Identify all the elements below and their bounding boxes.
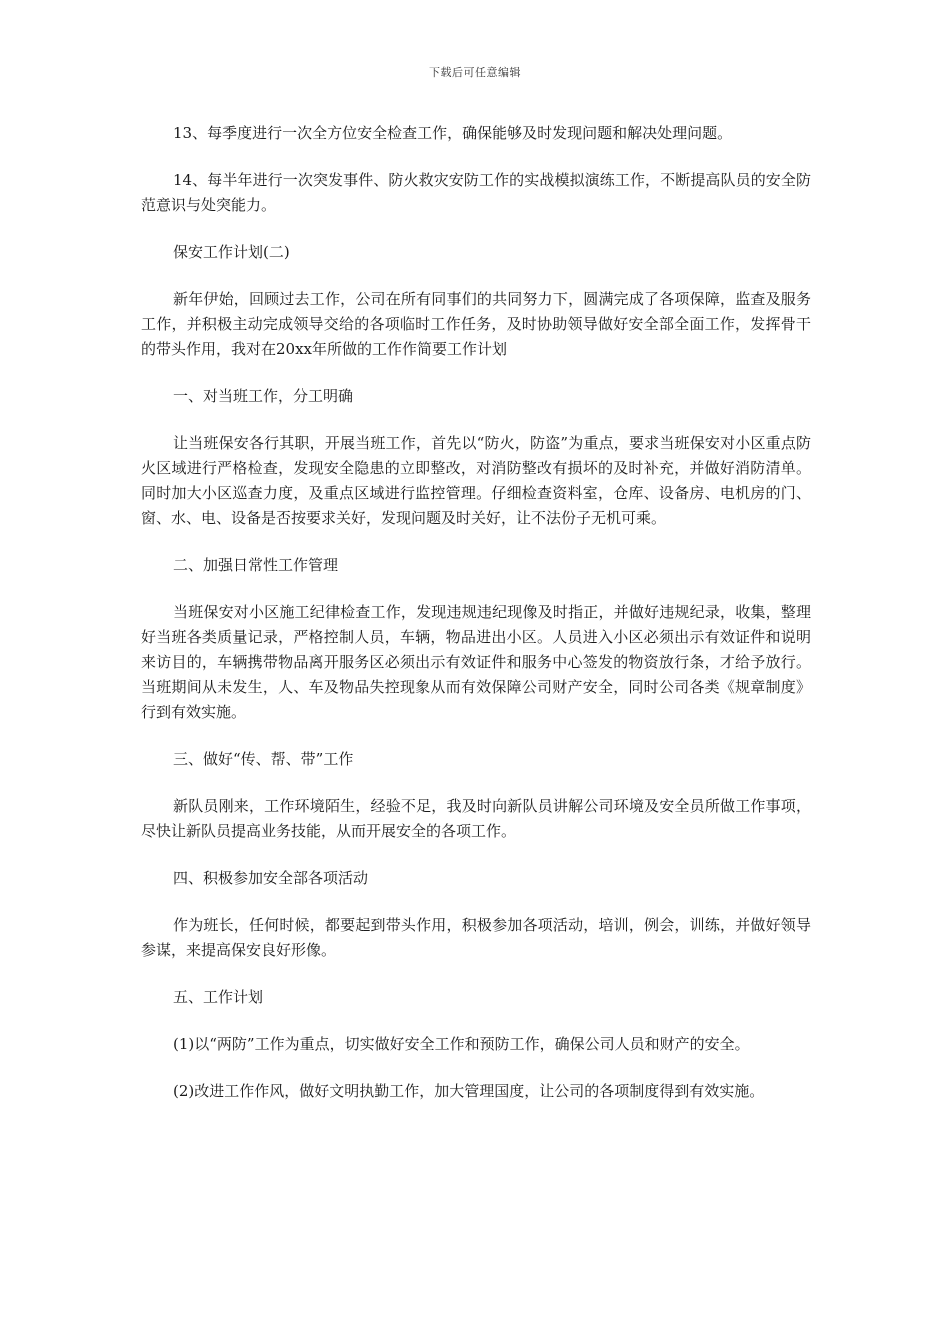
plan-item-2: (2)改进工作作风，做好文明执勤工作，加大管理国度，让公司的各项制度得到有效实施。 bbox=[173, 1082, 765, 1100]
document-body bbox=[141, 121, 811, 1104]
paragraph-item-13: 13、每季度进行一次全方位安全检查工作，确保能够及时发现问题和解决处理问题。 bbox=[173, 124, 733, 142]
section-2-paragraph: 当班保安对小区施工纪律检查工作，发现违规违纪现像及时指正，并做好违规纪录，收集，整理好当班各类质量记录，严格控制人员，车辆，物品进出小区。人员进入小区必须出示有效证件和说明来访目的，车辆携带物品离开服务区必须出示有效证件和服务中心签发的物资放行条，才给予放行。当班期间从未发生，人、车及物品失控现象从而有效保障公司财产安全，同时公司各类《规章制度》行到有效实施。 bbox=[141, 603, 811, 721]
section-heading-5: 五、工作计划 bbox=[173, 988, 264, 1006]
paragraph-item-14: 14、每半年进行一次突发事件、防火救灾安防工作的实战模拟演练工作，不断提高队员的安全防范意识与处突能力。 bbox=[141, 171, 811, 214]
section-1-paragraph: 让当班保安各行其职，开展当班工作，首先以“防火，防盗”为重点，要求当班保安对小区重点防火区域进行严格检查，发现安全隐患的立即整改，对消防整改有损坏的及时补充，并做好消防清单。同时加大小区巡查力度，及重点区域进行监控管理。仔细检查资料室，仓库、设备房、电机房的门、窗、水、电、设备是否按要求关好，发现问题及时关好，让不法份子无机可乘。 bbox=[141, 434, 811, 527]
section-heading-1: 一、对当班工作，分工明确 bbox=[173, 387, 354, 405]
plan-item-1: (1)以“两防”工作为重点，切实做好安全工作和预防工作，确保公司人员和财产的安全。 bbox=[173, 1035, 750, 1053]
section-title: 保安工作计划(二) bbox=[173, 243, 290, 261]
intro-paragraph: 新年伊始，回顾过去工作，公司在所有同事们的共同努力下，圆满完成了各项保障，监查及服务工作，并积极主动完成领导交给的各项临时工作任务，及时协助领导做好安全部全面工作，发挥骨干的带头作用，我对在20xx年所做的工作作简要工作计划 bbox=[141, 290, 811, 358]
section-heading-4: 四、积极参加安全部各项活动 bbox=[173, 869, 369, 887]
section-heading-3: 三、做好“传、帮、带”工作 bbox=[173, 750, 354, 768]
page-header-note: 下载后可任意编辑 bbox=[429, 66, 521, 79]
section-4-paragraph: 作为班长，任何时候，都要起到带头作用，积极参加各项活动，培训，例会，训练，并做好领导参谋，来提高保安良好形像。 bbox=[141, 916, 811, 959]
section-3-paragraph: 新队员刚来，工作环境陌生，经验不足，我及时向新队员讲解公司环境及安全员所做工作事项，尽快让新队员提高业务技能，从而开展安全的各项工作。 bbox=[141, 797, 811, 840]
section-heading-2: 二、加强日常性工作管理 bbox=[173, 556, 339, 574]
